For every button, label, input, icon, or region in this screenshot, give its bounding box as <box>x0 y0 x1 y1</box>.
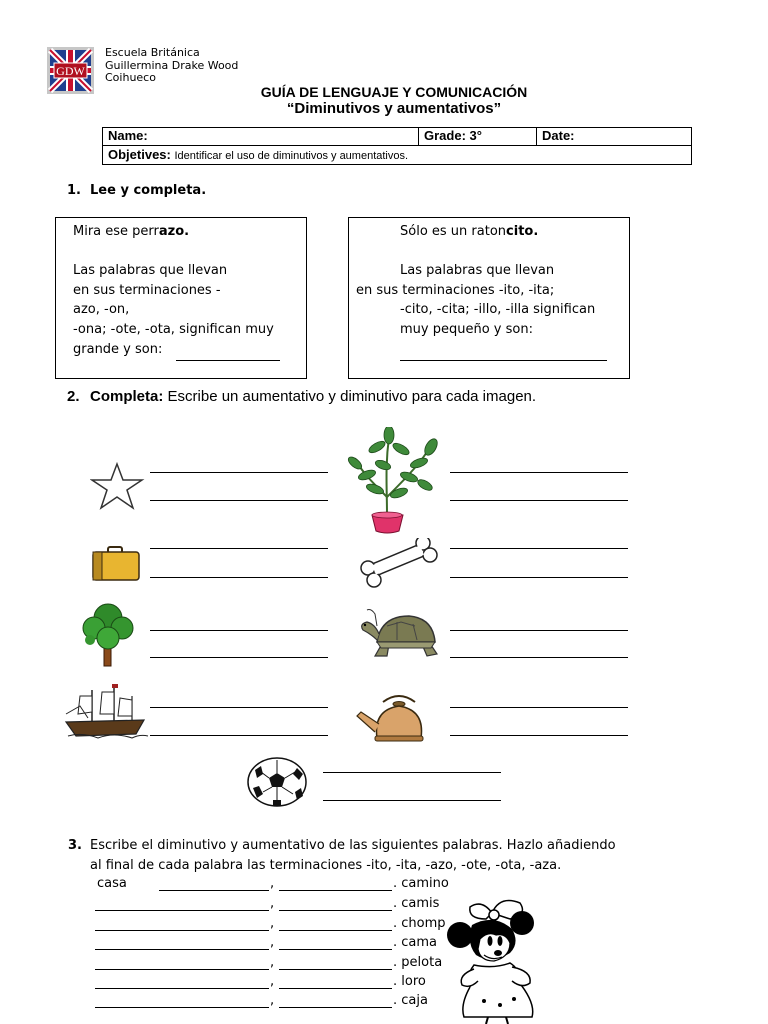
name-field[interactable] <box>103 128 419 145</box>
separator: , <box>270 935 275 950</box>
box-line: azo, -on, <box>73 302 130 317</box>
answer-line[interactable] <box>279 930 392 931</box>
plant-icon <box>347 427 442 537</box>
answer-line[interactable] <box>95 988 269 989</box>
instruction-line: Escribe el diminutivo y aumentativo de las siguientes palabras. Hazlo añadiendo <box>90 838 616 853</box>
answer-line[interactable] <box>323 800 501 801</box>
box-diminutivos <box>348 217 630 379</box>
suitcase-icon <box>90 545 142 583</box>
answer-line[interactable] <box>95 930 269 931</box>
section-number: 1. <box>67 183 81 198</box>
answer-line[interactable] <box>95 1007 269 1008</box>
soccer-ball-icon <box>245 756 309 808</box>
answer-line[interactable] <box>450 472 628 473</box>
answer-line[interactable] <box>150 472 328 473</box>
answer-line[interactable] <box>450 548 628 549</box>
word-item: . chomp <box>393 916 446 931</box>
answer-line[interactable] <box>279 988 392 989</box>
section-title: Completa: <box>90 388 164 405</box>
grade-label: Grade: 3° <box>424 128 482 143</box>
box-line: Las palabras que llevan <box>400 263 555 278</box>
page-title: GUÍA DE LENGUAJE Y COMUNICACIÓN <box>260 84 528 100</box>
word-item: . pelota <box>393 955 443 970</box>
school-line: Guillermina Drake Wood <box>105 58 239 72</box>
first-word: casa <box>97 876 127 891</box>
grade-field <box>419 128 537 145</box>
answer-line[interactable] <box>279 890 392 891</box>
section-instruction: Escribe un aumentativo y diminutivo para cada imagen. <box>167 388 537 405</box>
answer-line[interactable] <box>150 707 328 708</box>
answer-line[interactable] <box>450 657 628 658</box>
box-line: en sus terminaciones - <box>73 283 221 298</box>
answer-line[interactable] <box>450 707 628 708</box>
section-title: Lee y completa. <box>90 183 207 198</box>
answer-line[interactable] <box>450 630 628 631</box>
date-label: Date: <box>542 128 575 143</box>
section-number: 2. <box>67 388 80 405</box>
answer-line[interactable] <box>450 500 628 501</box>
answer-line[interactable] <box>279 910 392 911</box>
page-subtitle: “Diminutivos y aumentativos” <box>286 100 502 117</box>
box-line: -cito, -cita; -illo, -illa significan <box>400 302 596 317</box>
answer-line[interactable] <box>150 500 328 501</box>
box-aumentativos <box>55 217 307 379</box>
logo-text: GDW <box>56 64 85 78</box>
school-line: Coihueco <box>105 71 156 84</box>
separator: , <box>270 896 275 911</box>
tree-icon <box>80 600 136 668</box>
objectives-text: Identificar el uso de diminutivos y aumentativos. <box>174 150 409 162</box>
box-line: muy pequeño y son: <box>400 322 533 337</box>
objectives-row <box>103 145 691 164</box>
box-sentence: Mira ese perrazo. <box>73 224 190 239</box>
separator: , <box>270 955 275 970</box>
info-table <box>102 127 692 165</box>
mouse-character-icon <box>440 895 552 1024</box>
answer-line[interactable] <box>279 1007 392 1008</box>
box-line: Las palabras que llevan <box>73 263 228 278</box>
word-item: . cama <box>393 935 438 950</box>
separator: , <box>270 993 275 1008</box>
kettle-icon <box>355 688 439 744</box>
section-3-instructions <box>68 836 718 876</box>
answer-line[interactable] <box>95 949 269 950</box>
box-line: en sus terminaciones -ito, -ita; <box>356 283 555 298</box>
answer-line[interactable] <box>159 890 269 891</box>
star-icon <box>90 462 145 510</box>
answer-line[interactable] <box>150 735 328 736</box>
answer-line[interactable] <box>150 577 328 578</box>
answer-line[interactable] <box>95 910 269 911</box>
box-line: -ona; -ote, -ota, significan muy <box>73 322 274 337</box>
section-2-heading <box>67 388 536 405</box>
answer-line[interactable] <box>150 657 328 658</box>
answer-line[interactable] <box>450 735 628 736</box>
answer-line[interactable] <box>176 360 280 361</box>
separator: , <box>270 916 275 931</box>
ship-icon <box>62 684 150 740</box>
answer-line[interactable] <box>450 577 628 578</box>
word-item: . loro <box>393 974 426 989</box>
box-line: grande y son: <box>73 342 163 357</box>
word-item: . camino <box>393 876 449 891</box>
word-item: . caja <box>393 993 428 1008</box>
answer-line[interactable] <box>279 969 392 970</box>
word-item: . camis <box>393 896 440 911</box>
answer-line[interactable] <box>95 969 269 970</box>
answer-line[interactable] <box>323 772 501 773</box>
separator: , <box>270 876 275 891</box>
name-label: Name: <box>108 128 148 143</box>
separator: , <box>270 974 275 989</box>
school-line: Escuela Británica <box>105 46 200 59</box>
objectives-label: Objetives: <box>108 147 171 162</box>
answer-line[interactable] <box>150 630 328 631</box>
school-name <box>105 47 238 85</box>
section-1-heading <box>67 183 206 198</box>
answer-line[interactable] <box>279 949 392 950</box>
box-sentence: Sólo es un ratoncito. <box>400 224 539 239</box>
section-number: 3. <box>68 838 82 853</box>
date-field[interactable] <box>537 128 690 145</box>
answer-line[interactable] <box>150 548 328 549</box>
turtle-icon <box>357 606 441 664</box>
bone-icon <box>360 538 440 590</box>
answer-line[interactable] <box>400 360 607 361</box>
instruction-line: al final de cada palabra las terminaciones -ito, -ita, -azo, -ote, -ota, -aza. <box>90 858 562 873</box>
